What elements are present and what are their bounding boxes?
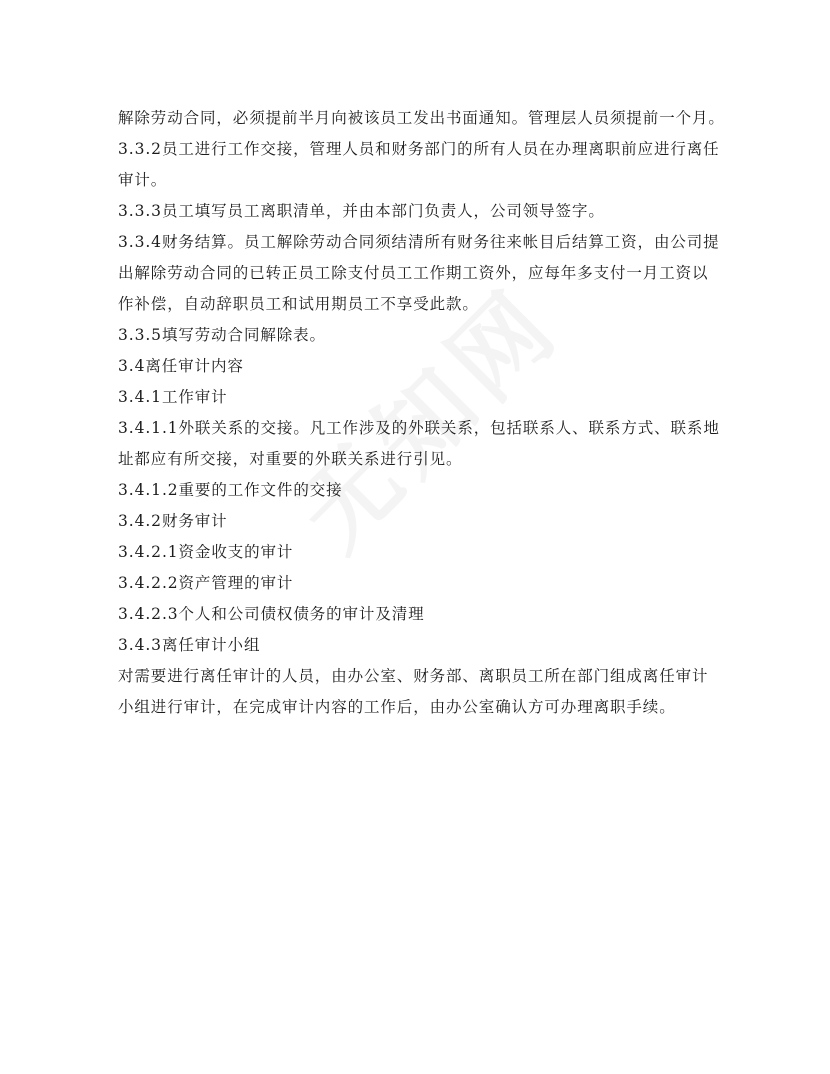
subsection-heading: 3.4.3离任审计小组	[118, 636, 261, 654]
text-line: 出解除劳动合同的已转正员工除支付员工工作期工资外，应每年多支付一月工资以	[118, 264, 709, 282]
text-line: 3.3.2员工进行工作交接，管理人员和财务部门的所有人员在办理离职前应进行离任	[118, 140, 720, 158]
text-line: 3.4.2.1资金收支的审计	[118, 543, 294, 561]
subsection-heading: 3.4.2财务审计	[118, 512, 228, 530]
section-heading: 3.4离任审计内容	[118, 357, 244, 375]
text-line: 作补偿，自动辞职员工和试用期员工不享受此款。	[118, 295, 479, 313]
text-line: 3.4.1.1外联关系的交接。凡工作涉及的外联关系，包括联系人、联系方式、联系地	[118, 419, 720, 437]
text-line: 对需要进行离任审计的人员，由办公室、财务部、离职员工所在部门组成离任审计	[118, 667, 709, 685]
text-line: 3.4.1.2重要的工作文件的交接	[118, 481, 343, 499]
document-body	[118, 103, 725, 723]
text-line: 3.3.5填写劳动合同解除表。	[118, 326, 326, 344]
text-line: 解除劳动合同，必须提前半月向被该员工发出书面通知。管理层人员须提前一个月。	[118, 109, 725, 127]
text-line: 3.3.3员工填写员工离职清单，并由本部门负责人，公司领导签字。	[118, 202, 605, 220]
text-line: 小组进行审计，在完成审计内容的工作后，由办公室确认方可办理离职手续。	[118, 698, 676, 716]
subsection-heading: 3.4.1工作审计	[118, 388, 228, 406]
text-line: 3.4.2.2资产管理的审计	[118, 574, 294, 592]
text-line: 3.4.2.3个人和公司债权债务的审计及清理	[118, 605, 425, 623]
text-line: 审计。	[118, 171, 168, 189]
text-line: 3.3.4财务结算。员工解除劳动合同须结清所有财务往来帐目后结算工资，由公司提	[118, 233, 720, 251]
text-line: 址都应有所交接，对重要的外联关系进行引见。	[118, 450, 463, 468]
